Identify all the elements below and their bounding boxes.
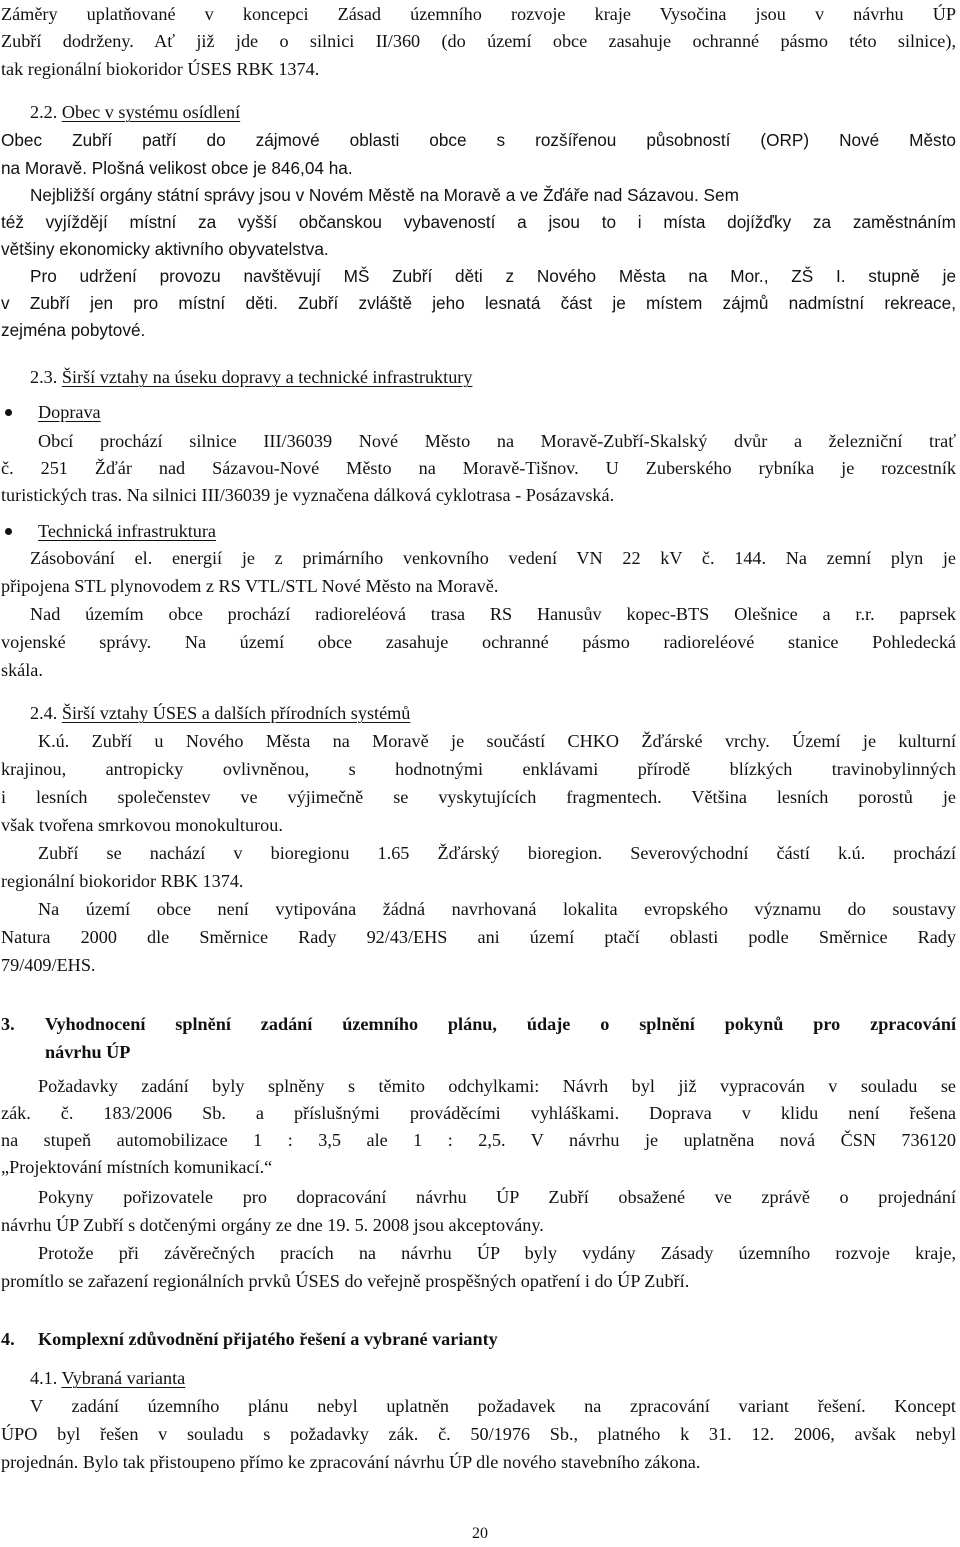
text-line: Obcí prochází silnice III/36039 Nové Město na Moravě-Zubří-Skalský dvůr a železniční trať (38, 431, 956, 451)
section-number: 4.1. (30, 1368, 58, 1388)
text-line: Nad územím obce prochází radioreléová trasa RS Hanusův kopec-BTS Olešnice a r.r. paprsek (30, 604, 956, 624)
text-line: turistických tras. Na silnici III/36039 je vyznačena dálková cyklotrasa - Posázavská. (1, 485, 615, 505)
page-number: 20 (472, 1525, 488, 1542)
section-heading-4-1 (30, 1365, 530, 1392)
text-line: Nejbližší orgány státní správy jsou v Novém Městě na Moravě a ve Žďáře nad Sázavou. Sem (30, 185, 739, 205)
text-line: Obec Zubří patří do zájmové oblasti obce s rozšířenou působností (ORP) Nové Město (1, 130, 956, 150)
section-heading-2-4 (30, 700, 730, 727)
text-line: i lesních společenstev ve výjimečně se vyskytujících fragmentech. Většina lesních porostů je (1, 787, 956, 807)
text-line: v Zubří jen pro místní děti. Zubří zvláště jeho lesnatá část je místem zájmů nadmístní rekreace, (1, 293, 956, 313)
text-line: zák. č. 183/2006 Sb. a příslušnými prováděcími vyhláškami. Doprava v klidu není řešena (1, 1103, 956, 1123)
bullet-heading-technicka: Technická infrastruktura (38, 521, 216, 541)
text-line: Na území obce není vytipována žádná navrhovaná lokalita evropského významu do soustavy (38, 899, 956, 919)
text-line: Zubří se nachází v bioregionu 1.65 Žďárský bioregion. Severovýchodní částí k.ú. prochází (38, 843, 956, 863)
text-line: však tvořena smrkovou monokulturou. (1, 815, 283, 835)
text-line: Zubří dodrženy. Ať již jde o silnici II/360 (do území obce zasahuje ochranné pásmo této silnice), (1, 31, 956, 51)
bullet-icon (5, 528, 12, 535)
section-heading-2-2 (30, 99, 630, 126)
text-line: Natura 2000 dle Směrnice Rady 92/43/EHS ani území ptačí oblasti podle Směrnice Rady (1, 927, 956, 947)
section-title-3-cont: návrhu ÚP (45, 1042, 131, 1062)
section-title: Širší vztahy ÚSES a dalších přírodních systémů (61, 703, 411, 723)
text-line: Pro udržení provozu navštěvují MŠ Zubří děti z Nového Města na Mor., ZŠ I. stupně je (30, 266, 956, 286)
text-line: Požadavky zadání byly splněny s těmito odchylkami: Návrh byl již vypracován v souladu se (38, 1076, 956, 1096)
text-line: Záměry uplatňované v koncepci Zásad územního rozvoje kraje Vysočina jsou v návrhu ÚP (1, 4, 956, 24)
text-line: zejména pobytové. (1, 320, 146, 340)
text-line: V zadání územního plánu nebyl uplatněn požadavek na zpracování variant řešení. Koncept (30, 1396, 956, 1416)
text-line: skála. (1, 660, 43, 680)
text-line: regionální biokoridor RBK 1374. (1, 871, 244, 891)
text-line: „Projektování místních komunikací.“ (1, 1157, 273, 1177)
text-line: tak regionální biokoridor ÚSES RBK 1374. (1, 59, 320, 79)
text-line: na stupeň automobilizace 1 : 3,5 ale 1 : 2,5. V návrhu je uplatněna nová ČSN 736120 (1, 1130, 956, 1150)
bullet-heading-doprava: Doprava (38, 402, 101, 422)
text-line: projednán. Bylo tak přistoupeno přímo ke zpracování návrhu ÚP dle nového stavebního zákona. (1, 1452, 701, 1472)
section-title: Obec v systému osídlení (61, 102, 241, 122)
text-line: promítlo se zařazení regionálních prvků ÚSES do veřejně prospěšných opatření i do ÚP Zubří. (1, 1271, 690, 1291)
text-line: Pokyny pořizovatele pro dopracování návrhu ÚP Zubří obsažené ve zprávě o projednání (38, 1187, 956, 1207)
section-number: 2.4. (30, 703, 58, 723)
text-line: krajinou, antropicky ovlivněnou, s hodnotnými enklávami přírodě blízkých travinobylinných (1, 759, 956, 779)
text-line: 79/409/EHS. (1, 955, 96, 975)
section-title-4: Komplexní zdůvodnění přijatého řešení a vybrané varianty (38, 1329, 498, 1349)
section-number-3: 3. (1, 1014, 15, 1034)
text-line: návrhu ÚP Zubří s dotčenými orgány ze dne 19. 5. 2008 jsou akceptovány. (1, 1215, 544, 1235)
text-line: K.ú. Zubří u Nového Města na Moravě je součástí CHKO Žďárské vrchy. Území je kulturní (38, 731, 956, 751)
section-heading-2-3 (30, 364, 730, 391)
bullet-icon (5, 409, 12, 416)
text-line: většiny ekonomicky aktivního obyvatelstva. (1, 239, 329, 259)
section-number: 2.2. (30, 102, 58, 122)
text-line: vojenské správy. Na území obce zasahuje ochranné pásmo radioreléové stanice Pohledecká (1, 632, 956, 652)
text-line: na Moravě. Plošná velikost obce je 846,04 ha. (1, 158, 353, 178)
section-number-4: 4. (1, 1329, 15, 1349)
section-title: Širší vztahy na úseku dopravy a technické infrastruktury (61, 367, 473, 387)
section-title: Vybraná varianta (61, 1368, 186, 1388)
section-title-3: Vyhodnocení splnění zadání územního plánu, údaje o splnění pokynů pro zpracování (45, 1014, 956, 1034)
section-number: 2.3. (30, 367, 58, 387)
text-line: též vyjíždějí místní za vyšší občanskou vybaveností a jsou to i místa dojížďky za zaměstnáním (1, 212, 956, 232)
text-line: Zásobování el. energií je z primárního venkovního vedení VN 22 kV č. 144. Na zemní plyn je (30, 548, 956, 568)
text-line: Protože při závěrečných pracích na návrhu ÚP byly vydány Zásady územního rozvoje kraje, (38, 1243, 956, 1263)
text-line: připojena STL plynovodem z RS VTL/STL Nové Město na Moravě. (1, 576, 499, 596)
text-line: ÚPO byl řešen v souladu s požadavky zák. č. 50/1976 Sb., platného k 31. 12. 2006, avšak nebyl (1, 1424, 956, 1444)
text-line: č. 251 Žďár nad Sázavou-Nové Město na Moravě-Tišnov. U Zuberského rybníka je rozcestník (1, 458, 956, 478)
